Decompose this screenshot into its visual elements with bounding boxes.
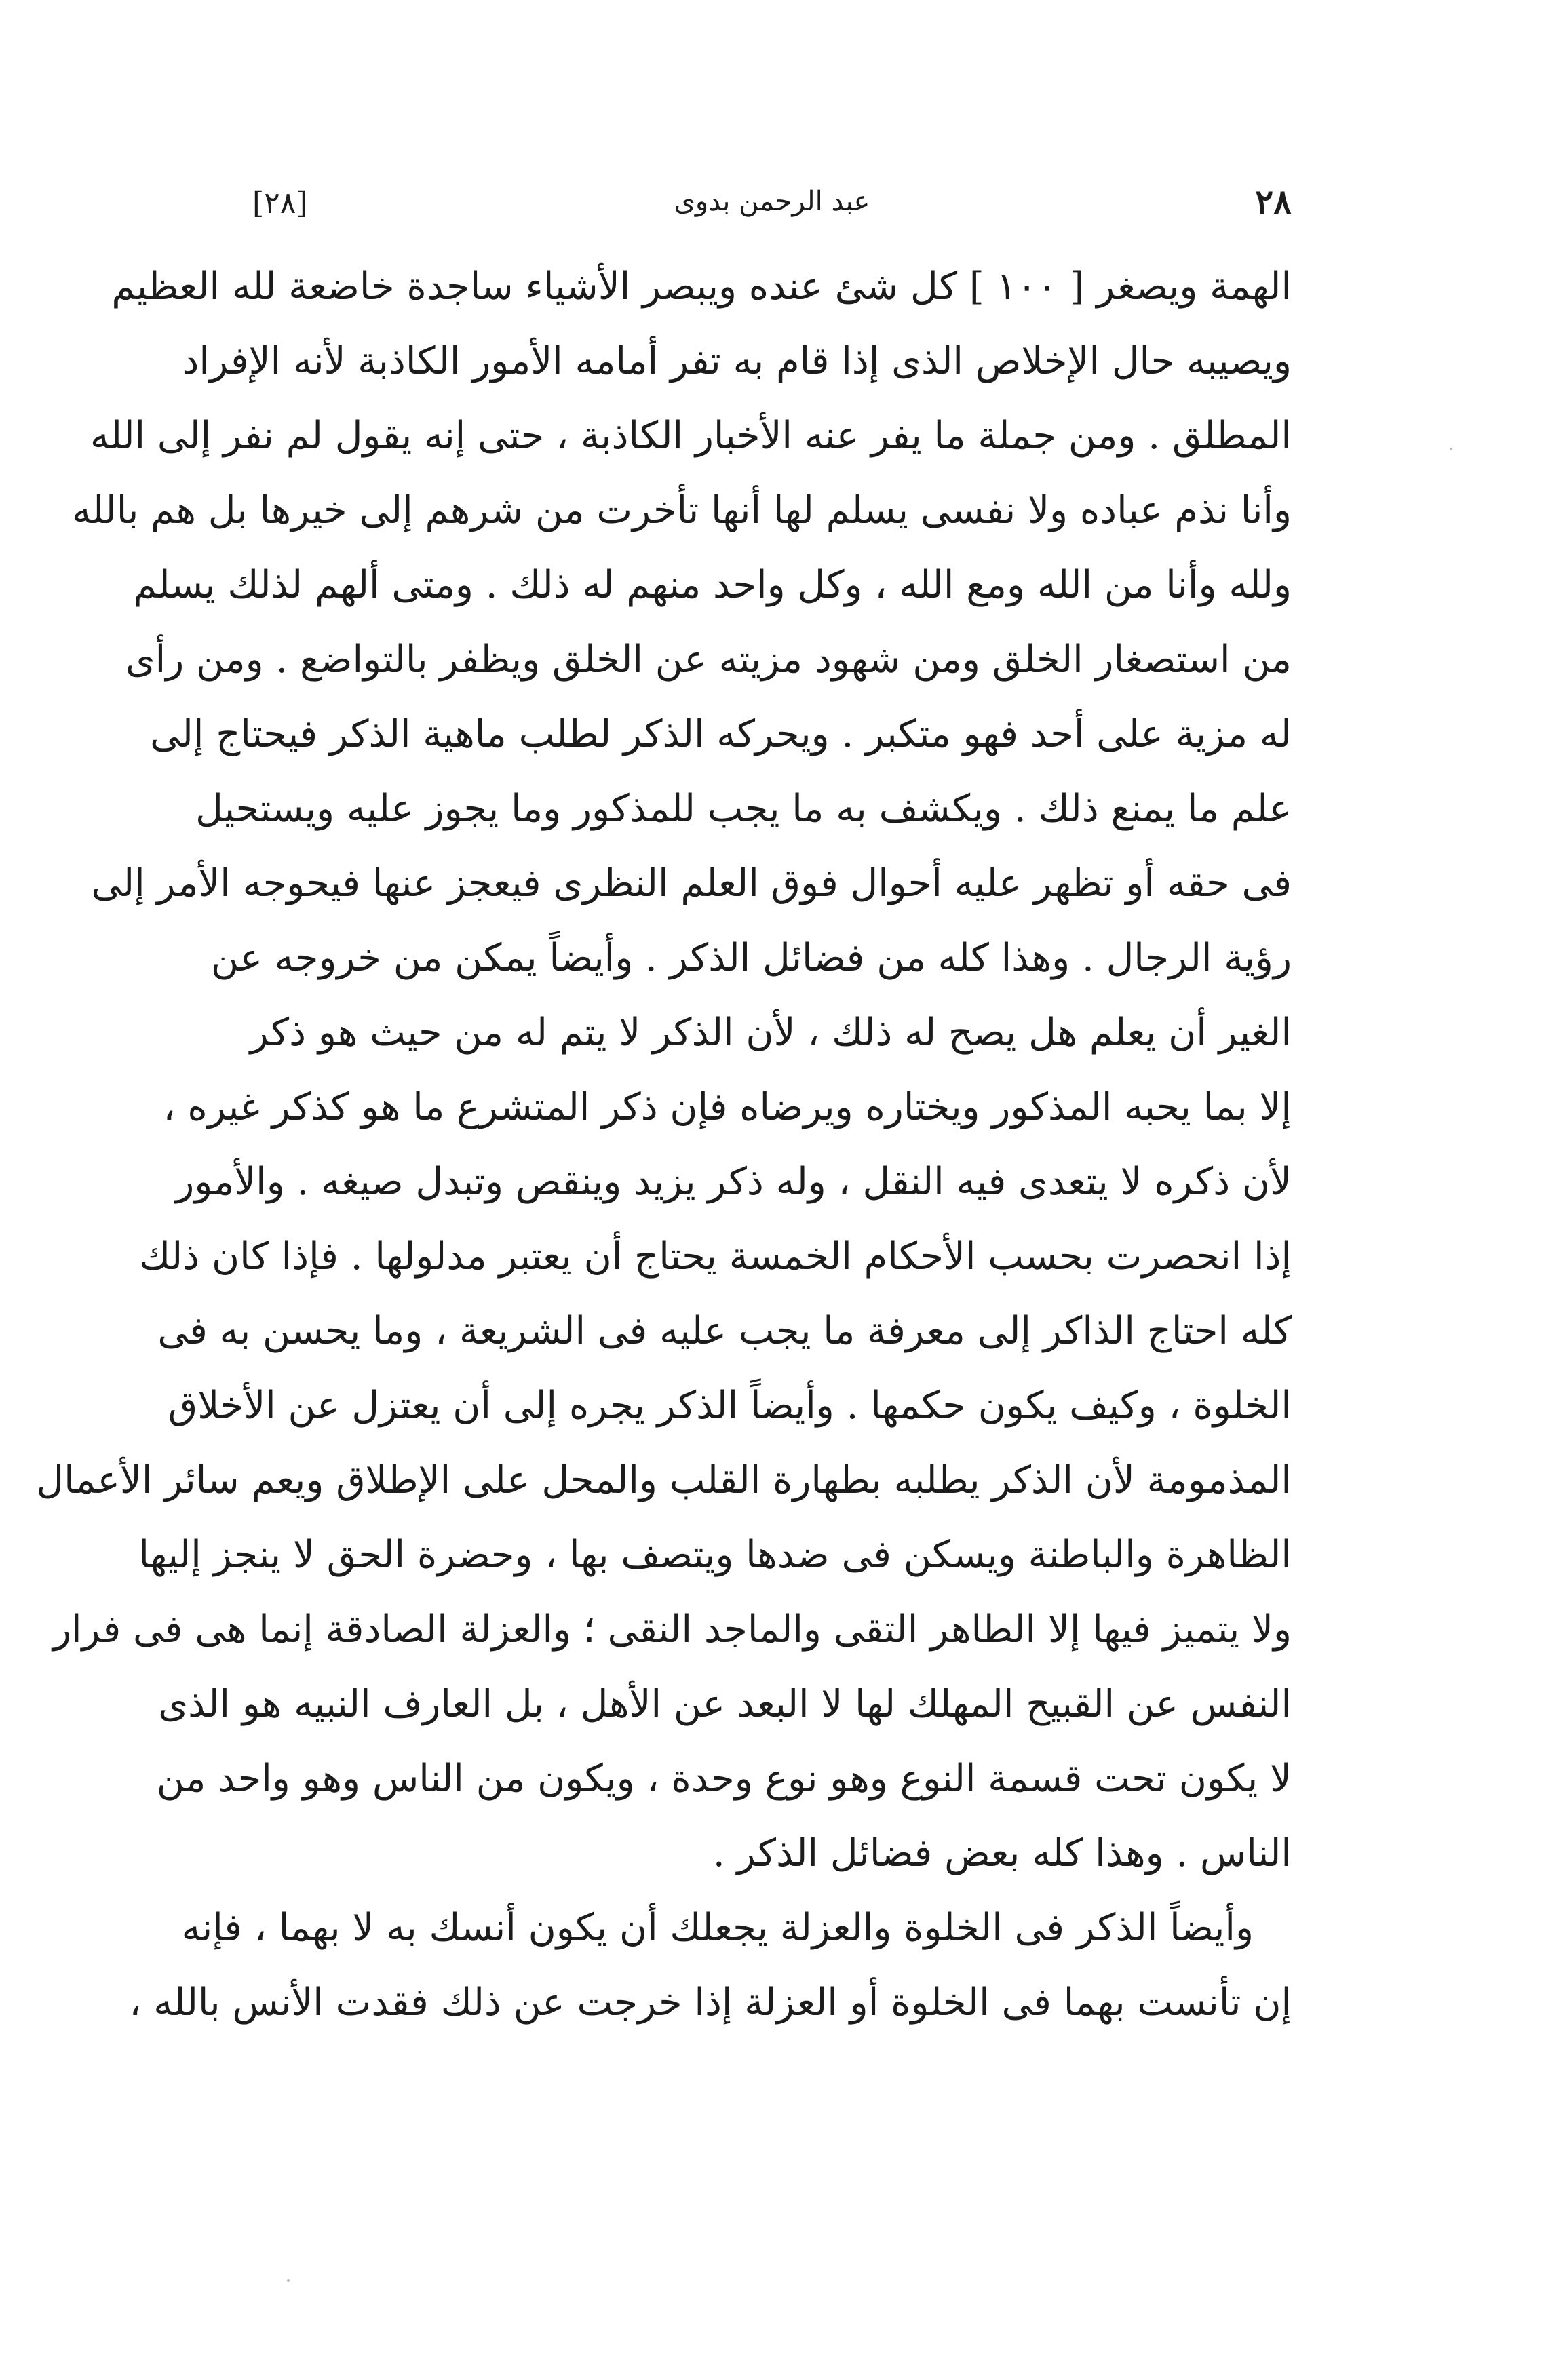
text-line: الظاهرة والباطنة ويسكن فى ضدها ويتصف بها ، وحضرة الحق لا ينجز إليها xyxy=(138,1533,1292,1577)
text-line: النفس عن القبيح المهلك لها لا البعد عن الأهل ، بل العارف النبيه هو الذى xyxy=(158,1682,1292,1726)
text-line: إن تأنست بهما فى الخلوة أو العزلة إذا خرجت عن ذلك فقدت الأنس بالله ، xyxy=(129,1981,1292,2025)
text-line: الهمة ويصغر [ ١٠٠ ] كل شئ عنده ويبصر الأشياء ساجدة خاضعة لله العظيم xyxy=(111,265,1292,309)
text-line: وأيضاً الذكر فى الخلوة والعزلة يجعلك أن يكون أنسك به لا بهما ، فإنه xyxy=(181,1906,1254,1950)
text-line: علم ما يمنع ذلك . ويكشف به ما يجب للمذكور وما يجوز عليه ويستحيل xyxy=(195,787,1292,831)
text-line: ولا يتميز فيها إلا الطاهر التقى والماجد النقى ؛ والعزلة الصادقة إنما هى فى فرار xyxy=(52,1607,1292,1652)
bracketed-page-number: [٢٨] xyxy=(252,186,308,220)
scan-speck xyxy=(1450,448,1452,450)
text-line: ولله وأنا من الله ومع الله ، وكل واحد منهم له ذلك . ومتى ألهم لذلك يسلم xyxy=(133,563,1292,607)
text-line: الناس . وهذا كله بعض فضائل الذكر . xyxy=(712,1831,1292,1875)
page-number: ٢٨ xyxy=(1255,182,1292,222)
text-line: المذمومة لأن الذكر يطلبه بطهارة القلب والمحل على الإطلاق ويعم سائر الأعمال xyxy=(36,1458,1292,1502)
text-line: إلا بما يحبه المذكور ويختاره ويرضاه فإن ذكر المتشرع ما هو كذكر غيره ، xyxy=(163,1085,1292,1129)
text-line: ويصيبه حال الإخلاص الذى إذا قام به تفر أمامه الأمور الكاذبة لأنه الإفراد xyxy=(182,339,1292,383)
text-line: لا يكون تحت قسمة النوع وهو نوع وحدة ، ويكون من الناس وهو واحد من xyxy=(156,1757,1292,1801)
text-line: فى حقه أو تظهر عليه أحوال فوق العلم النظرى فيعجز عنها فيحوجه الأمر إلى xyxy=(91,861,1292,905)
body-text xyxy=(36,250,1292,2040)
text-line: له مزية على أحد فهو متكبر . ويحركه الذكر لطلب ماهية الذكر فيحتاج إلى xyxy=(150,712,1292,756)
author-name: عبد الرحمن بدوى xyxy=(674,186,870,217)
text-line: لأن ذكره لا يتعدى فيه النقل ، وله ذكر يزيد وينقص وتبدل صيغه . والأمور xyxy=(176,1160,1292,1204)
text-line: رؤية الرجال . وهذا كله من فضائل الذكر . وأيضاً يمكن من خروجه عن xyxy=(210,936,1292,980)
text-line: من استصغار الخلق ومن شهود مزيته عن الخلق ويظفر بالتواضع . ومن رأى xyxy=(125,638,1292,682)
text-line: الغير أن يعلم هل يصح له ذلك ، لأن الذكر لا يتم له من حيث هو ذكر xyxy=(250,1011,1292,1055)
text-line: الخلوة ، وكيف يكون حكمها . وأيضاً الذكر يجره إلى أن يعتزل عن الأخلاق xyxy=(168,1384,1292,1428)
running-header xyxy=(252,182,1292,236)
text-line: وأنا نذم عباده ولا نفسى يسلم لها أنها تأخرت من شرهم إلى خيرها بل هم بالله xyxy=(72,488,1292,532)
text-line: إذا انحصرت بحسب الأحكام الخمسة يحتاج أن يعتبر مدلولها . فإذا كان ذلك xyxy=(138,1234,1292,1279)
text-line: المطلق . ومن جملة ما يفر عنه الأخبار الكاذبة ، حتى إنه يقول لم نفر إلى الله xyxy=(90,414,1292,458)
scan-speck xyxy=(287,2279,290,2282)
text-line: كله احتاج الذاكر إلى معرفة ما يجب عليه فى الشريعة ، وما يحسن به فى xyxy=(157,1309,1292,1353)
